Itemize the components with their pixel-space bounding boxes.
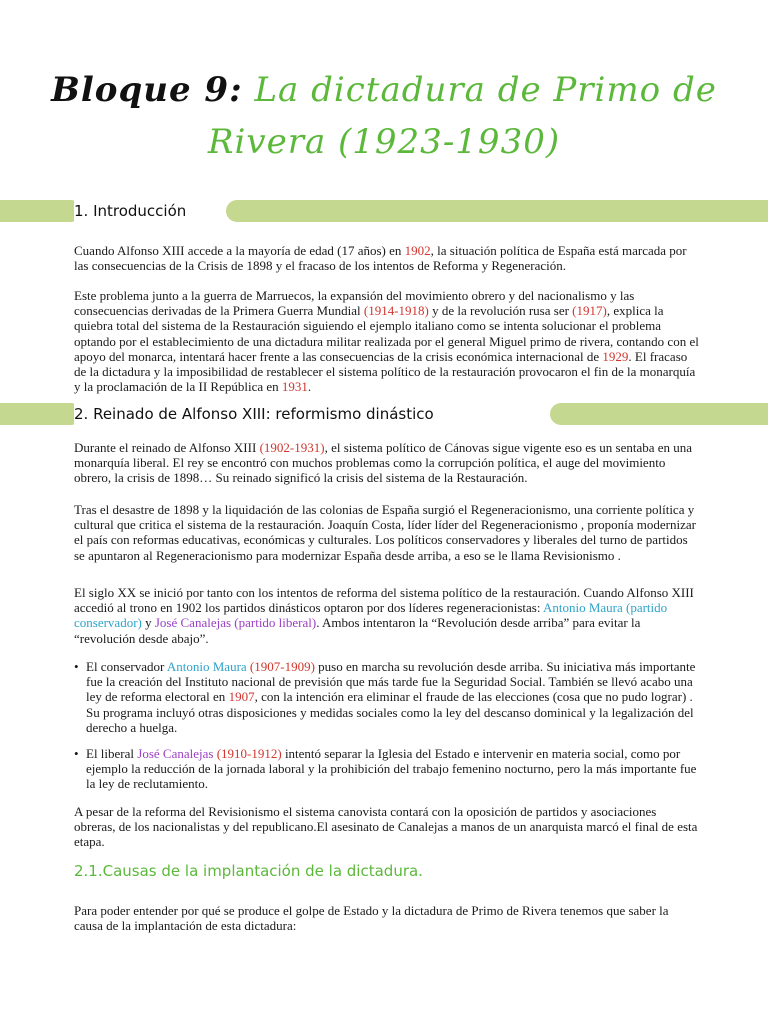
title-line1: La dictadura de Primo de	[254, 70, 717, 110]
list-item: • El liberal José Canalejas (1910-1912) intentó separar la Iglesia del Estado e intervenir en materia social, como por ejemplo la reducción de la jornada laboral y la prohibición del trabajo femenino nocturno, pero la más importante fue la ley de reclutamiento.	[74, 746, 697, 792]
heading-bar-left	[0, 200, 82, 222]
intro-paragraph-1: Cuando Alfonso XIII accede a la mayoría de edad (17 años) en 1902, la situación política de España está marcada por las consecuencias de la Crisis de 1898 y el fracaso de los intentos de Reforma y Regeneración.	[74, 243, 687, 274]
reinado-paragraph-1: Durante el reinado de Alfonso XIII (1902-1931), el sistema político de Cánovas sigue vigente eso es un sentaba en una monarquía liberal. El rey se encontró con muchos problemas como la corrupción política, el auge del movimiento obrero, la crisis de 1898… Su reinado significó la crisis del sistema de la Restauración.	[74, 440, 693, 486]
causas-paragraph-1: Para poder entender por qué se produce el golpe de Estado y la dictadura de Primo de Rivera tenemos que saber la causa de la implantación de esta dictadura:	[74, 903, 669, 934]
bullet-icon: •	[74, 659, 79, 674]
heading-introduccion: 1. Introducción	[74, 199, 192, 223]
intro-paragraph-2: Este problema junto a la guerra de Marruecos, la expansión del movimiento obrero y del nacionalismo y las consecuencias derivadas de la Primera Guerra Mundial (1914-1918) y de la revolución rusa ser (1917), explica la quiebra total del sistema de la Restauración siguiendo el ejemplo italiano como se intenta solucionar el problema optando por el establecimiento de una dictadura militar realizada por el general Miguel primo de rivera, contando con el apoyo del monarca, intentará hacer frente a las consecuencias de la crisis económica internacional de 1929. El fracaso de la dictadura y la imposibilidad de restablecer el sistema político de la restauración provocaron el fin de la monarquía y la proclamación de la II República en 1931.	[74, 288, 699, 395]
page-title	[0, 64, 768, 168]
bullet-icon: •	[74, 746, 79, 761]
subheading-causas: 2.1.Causas de la implantación de la dictadura.	[74, 862, 423, 880]
heading-reinado: 2. Reinado de Alfonso XIII: reformismo dinástico	[74, 402, 440, 426]
section-heading-bar	[0, 403, 768, 425]
title-bloque: Bloque 9:	[51, 70, 243, 110]
reinado-paragraph-4: A pesar de la reforma del Revisionismo el sistema canovista contará con la oposición de partidos y asociaciones obreras, de los nacionalistas y del republicano.El asesinato de Canalejas a manos de un anarquista marcó el final de esta etapa.	[74, 804, 698, 850]
section-heading-bar	[0, 200, 768, 222]
list-item: • El conservador Antonio Maura (1907-1909) puso en marcha su revolución desde arriba. Su iniciativa más importante fue la creación del Instituto nacional de previsión que más tarde fue la Seguridad Social. También se llevó acabo una ley de reforma electoral en 1907, con la intención era eliminar el fraude de las elecciones (cosa que no pudo lograr) . Su programa incluyó otras disposiciones y medidas sociales como la ley del descanso dominical y la legalización del derecho a huelga.	[74, 659, 696, 735]
heading-bar-left	[0, 403, 82, 425]
heading-bar-right	[226, 200, 768, 222]
reinado-paragraph-3: El siglo XX se inició por tanto con los intentos de reforma del sistema político de la restauración. Cuando Alfonso XIII accedió al trono en 1902 los partidos dinásticos optaron por dos líderes regeneracionistas: Antonio Maura (partido conservador) y José Canalejas (partido liberal). Ambos intentaron la “Revolución desde arriba” para evitar la “revolución desde abajo”.	[74, 585, 694, 646]
reinado-paragraph-2: Tras el desastre de 1898 y la liquidación de las colonias de España surgió el Regeneracionismo, una corriente política y cultural que critica el sistema de la restauración. Joaquín Costa, líder líder del Regeneracionismo , proponía modernizar el país con reformas educativas, económicas y culturales. Los políticos conservadores y liberales del turno de partidos se apuntaron al Regeneracionismo para modernizar España desde arriba, a eso se le llama Revisionismo .	[74, 502, 696, 563]
heading-bar-right	[550, 403, 768, 425]
title-line2: Rivera (1923-1930)	[207, 122, 561, 162]
